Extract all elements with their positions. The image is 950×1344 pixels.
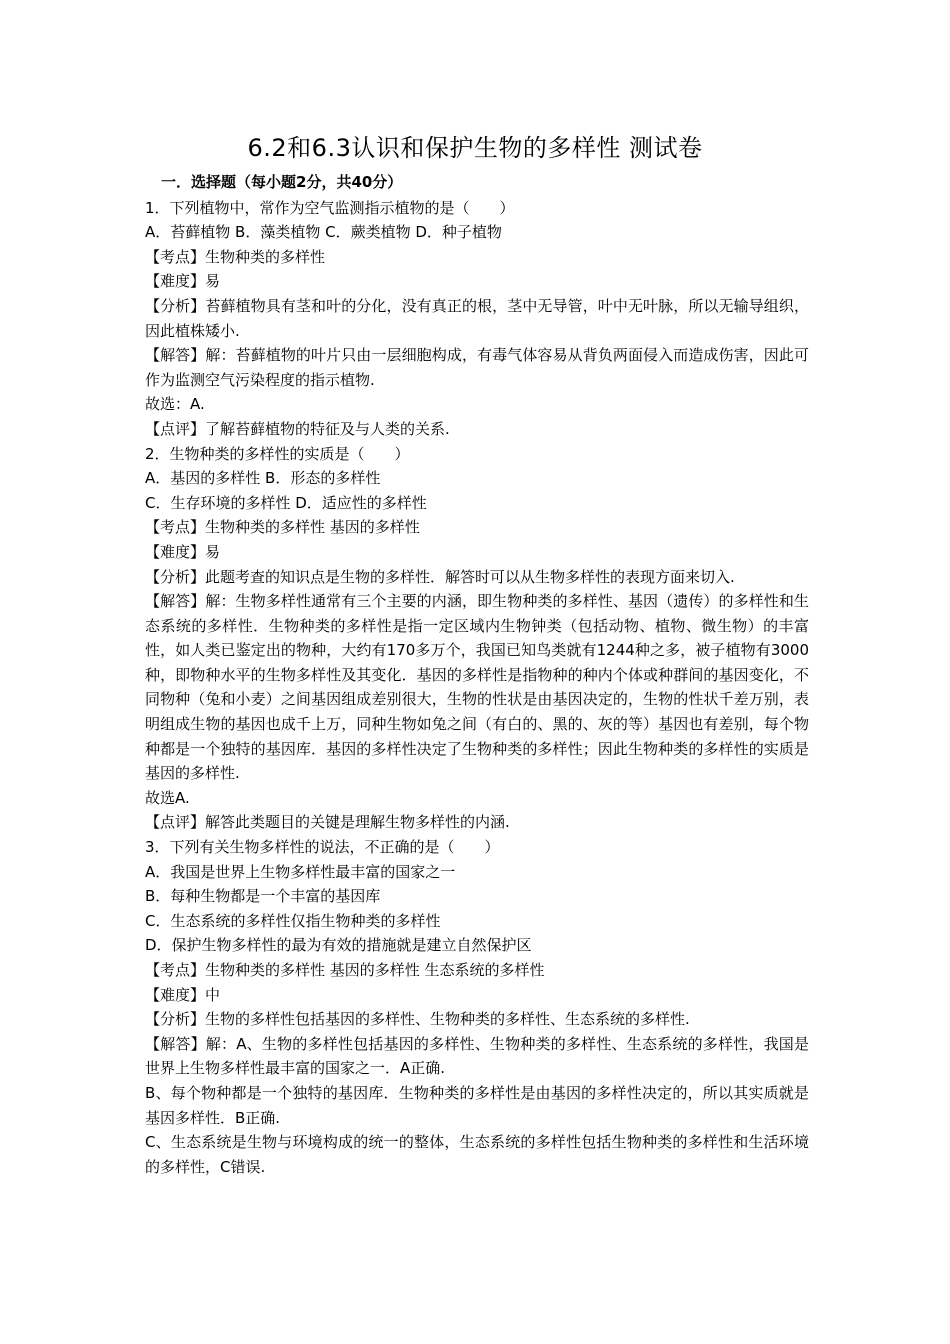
- question-list: [145, 196, 809, 1180]
- text-line: A．基因的多样性 B．形态的多样性: [145, 469, 381, 488]
- text-line: 1．下列植物中，常作为空气监测指示植物的是（ ）: [145, 198, 515, 217]
- text-line: 故选A.: [145, 788, 190, 807]
- text-line: B、每个物种都是一个独特的基因库．生物种类的多样性是由基因的多样性决定的，所以其实质就是基因多样性．B正确.: [145, 1083, 809, 1127]
- text-line: 【解答】解：生物多样性通常有三个主要的内涵，即生物种类的多样性、基因（遗传）的多样性和生态系统的多样性．生物种类的多样性是指一定区域内生物钟类（包括动物、植物、微生物）的丰富性，如人类已鉴定出的物种，大约有170多万个，我国已知鸟类就有1244种之多，被子植物有3000种，即物种水平的生物多样性及其变化．基因的多样性是指物种的种内个体或种群间的基因变化，不同物种（兔和小麦）之间基因组成差别很大，生物的性状是由基因决定的，生物的性状千差万别，表明组成生物的基因也成千上万，同种生物如兔之间（有白的、黑的、灰的等）基因也有差别，每个物种都是一个独特的基因库．基因的多样性决定了生物种类的多样性；因此生物种类的多样性的实质是基因的多样性.: [145, 592, 809, 783]
- text-line: 【难度】易: [145, 272, 221, 291]
- text-line: 【考点】生物种类的多样性: [145, 247, 326, 266]
- text-line: D．保护生物多样性的最为有效的措施就是建立自然保护区: [145, 936, 532, 955]
- text-line: 故选：A.: [145, 395, 205, 414]
- text-line: 【点评】了解苔藓植物的特征及与人类的关系.: [145, 419, 450, 438]
- text-line: C、生态系统是生物与环境构成的统一的整体，生态系统的多样性包括生物种类的多样性和生活环境的多样性，C错误.: [145, 1133, 809, 1176]
- text-line: C．生态系统的多样性仅指生物种类的多样性: [145, 911, 441, 930]
- text-line: 【考点】生物种类的多样性 基因的多样性 生态系统的多样性: [145, 961, 545, 979]
- section-heading: 一．选择题（每小题2分，共40分）: [161, 173, 403, 191]
- text-line: 【难度】中: [145, 985, 221, 1004]
- document-title: 6.2和6.3认识和保护生物的多样性 测试卷: [247, 134, 703, 162]
- text-line: A．苔藓植物 B．藻类植物 C．蕨类植物 D．种子植物: [145, 223, 502, 242]
- text-line: 【解答】解：苔藓植物的叶片只由一层细胞构成，有毒气体容易从背负两面侵入而造成伤害，因此可作为监测空气污染程度的指示植物.: [145, 346, 809, 389]
- document-body: [145, 170, 809, 1179]
- text-line: 【考点】生物种类的多样性 基因的多样性: [145, 518, 420, 537]
- text-line: 【分析】生物的多样性包括基因的多样性、生物种类的多样性、生态系统的多样性.: [145, 1010, 690, 1029]
- text-line: A．我国是世界上生物多样性最丰富的国家之一: [145, 862, 456, 881]
- text-line: 【分析】此题考查的知识点是生物的多样性．解答时可以从生物多样性的表现方面来切入.: [145, 567, 735, 586]
- text-line: 3．下列有关生物多样性的说法，不正确的是（ ）: [145, 838, 500, 857]
- text-line: 【点评】解答此类题目的关键是理解生物多样性的内涵.: [145, 813, 510, 832]
- text-line: 【解答】解：A、生物的多样性包括基因的多样性、生物种类的多样性、生态系统的多样性，我国是世界上生物多样性最丰富的国家之一．A正确.: [145, 1034, 809, 1078]
- text-line: 2．生物种类的多样性的实质是（ ）: [145, 444, 410, 463]
- text-line: B．每种生物都是一个丰富的基因库: [145, 887, 381, 906]
- text-line: 【难度】易: [145, 542, 221, 561]
- text-line: 【分析】苔藓植物具有茎和叶的分化，没有真正的根，茎中无导管，叶中无叶脉，所以无输导组织，因此植株矮小.: [145, 296, 809, 340]
- text-line: C．生存环境的多样性 D．适应性的多样性: [145, 493, 427, 512]
